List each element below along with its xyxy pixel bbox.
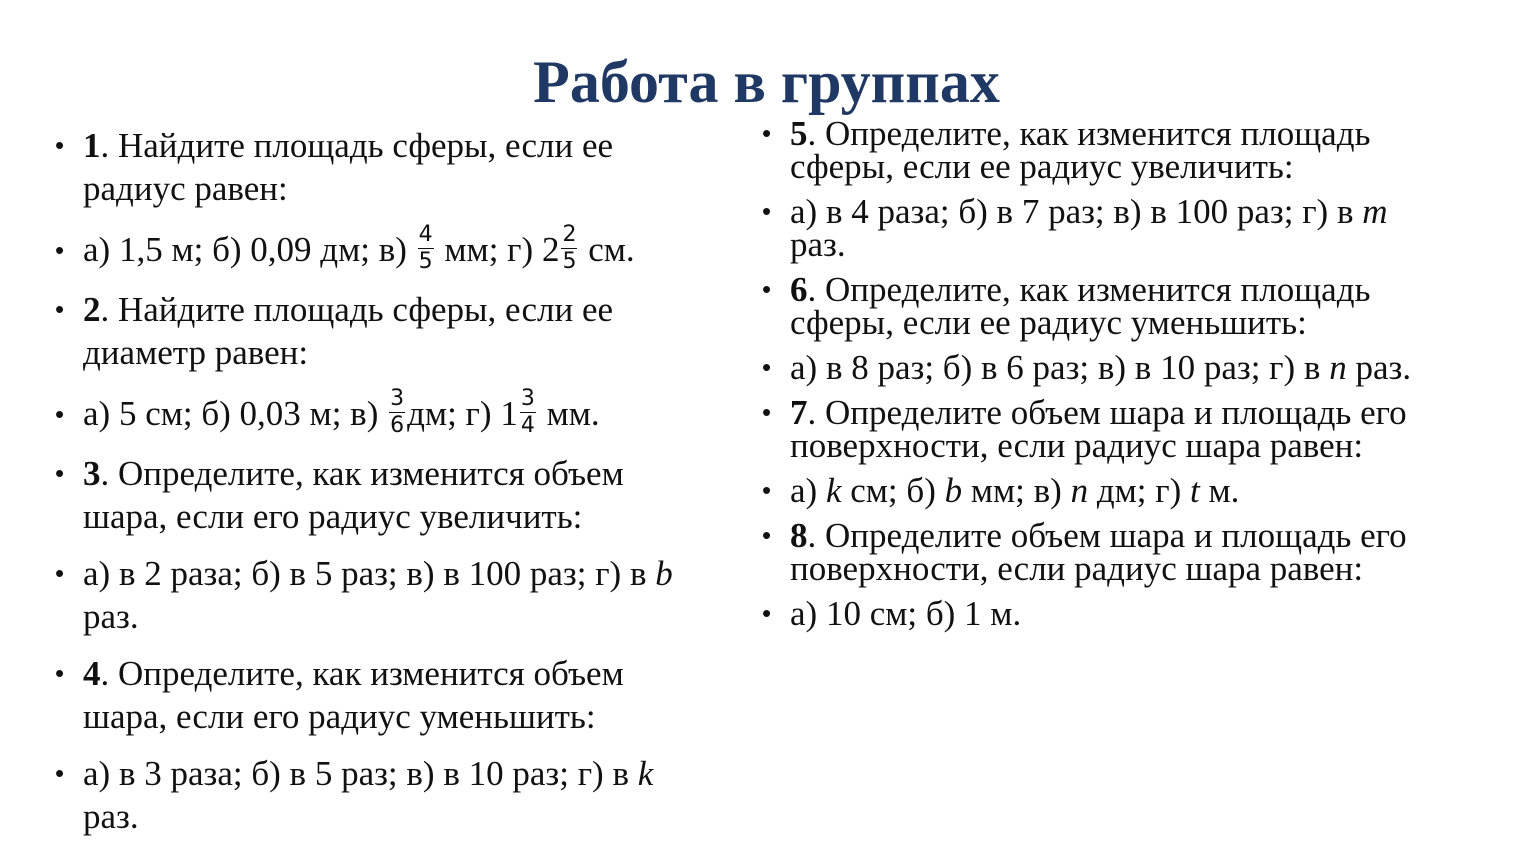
- fraction-numerator: 3: [520, 386, 535, 412]
- answer-text: а) в 4 раза; б) в 7 раз; в) в 100 раз; г) в: [790, 192, 1363, 231]
- left-column: [55, 124, 705, 852]
- answer-text: а) 5 см; б) 0,03 м; в): [83, 394, 388, 433]
- fraction-numerator: 4: [418, 222, 433, 248]
- answer-text: см.: [579, 230, 635, 269]
- problem-3: [55, 452, 705, 538]
- problem-5: [762, 114, 1412, 186]
- problem-number: 6: [790, 270, 808, 309]
- problem-4: [55, 652, 705, 738]
- bullet: •: [55, 558, 65, 588]
- variable: n: [1329, 348, 1347, 387]
- answer-text: а) в 2 раза; б) в 5 раз; в) в 100 раз; г) в: [83, 554, 656, 593]
- variable: b: [944, 471, 963, 510]
- bullet: •: [762, 118, 772, 148]
- bullet: •: [55, 758, 65, 788]
- bullet: •: [762, 598, 772, 628]
- problem-number: 7: [790, 393, 808, 432]
- bullet: •: [55, 294, 65, 324]
- problem-number: 4: [83, 654, 101, 693]
- problem-4-answers: [55, 752, 705, 838]
- problem-2-answers: [55, 384, 705, 444]
- problem-text: . Определите, как изменится объем шара, если его радиус уменьшить:: [83, 654, 624, 736]
- answer-text: а) 10 см; б) 1 м.: [790, 594, 1022, 633]
- problem-number: 8: [790, 516, 808, 555]
- variable: b: [655, 554, 673, 593]
- variable: m: [1362, 192, 1388, 231]
- answer-text: а) в 3 раза; б) в 5 раз; в) в 10 раз; г) в: [83, 754, 638, 793]
- fraction: [418, 222, 434, 275]
- variable: k: [825, 471, 842, 510]
- answer-text: см; б): [841, 471, 945, 510]
- answer-text: мм.: [537, 394, 600, 433]
- answer-text: дм; г): [1088, 471, 1191, 510]
- answer-text: мм; г): [435, 230, 542, 269]
- fraction: [561, 222, 577, 275]
- problem-7-answers: [762, 471, 1412, 510]
- fraction: [389, 386, 405, 439]
- bullet: •: [762, 274, 772, 304]
- fraction-denominator: 6: [390, 413, 405, 439]
- problem-7: [762, 393, 1412, 465]
- answer-text: раз.: [83, 597, 139, 636]
- fraction-denominator: 5: [562, 249, 577, 275]
- variable: t: [1190, 471, 1200, 510]
- problem-text: . Найдите площадь сферы, если ее диаметр равен:: [83, 290, 614, 372]
- bullet: •: [55, 399, 65, 429]
- problem-text: . Определите объем шара и площадь его поверхности, если радиус шара равен:: [790, 393, 1407, 465]
- problem-text: . Определите, как изменится объем шара, если его радиус увеличить:: [83, 454, 624, 536]
- problem-2: [55, 288, 705, 374]
- fraction-denominator: 4: [520, 413, 535, 439]
- answer-text: раз.: [790, 225, 846, 264]
- variable: k: [637, 754, 654, 793]
- problem-6: [762, 270, 1412, 342]
- mixed-whole: 1: [500, 394, 518, 433]
- problem-number: 2: [83, 290, 101, 329]
- variable: n: [1070, 471, 1089, 510]
- problem-text: . Определите, как изменится площадь сферы, если ее радиус увеличить:: [790, 114, 1371, 186]
- answer-text: а): [790, 471, 826, 510]
- answer-text: а) в 8 раз; б) в 6 раз; в) в 10 раз; г) в: [790, 348, 1330, 387]
- fraction-denominator: 5: [418, 249, 433, 275]
- fraction-numerator: 3: [390, 386, 405, 412]
- bullet: •: [762, 397, 772, 427]
- answer-text: а) 1,5 м; б) 0,09 дм; в): [83, 230, 416, 269]
- problem-number: 5: [790, 114, 808, 153]
- problem-number: 1: [83, 126, 101, 165]
- problem-5-answers: [762, 192, 1412, 264]
- answer-text: раз.: [83, 797, 139, 836]
- problem-1-answers: [55, 220, 705, 280]
- answer-text: м.: [1199, 471, 1240, 510]
- problem-6-answers: [762, 348, 1412, 387]
- bullet: •: [762, 475, 772, 505]
- bullet: •: [55, 130, 65, 160]
- bullet: •: [55, 235, 65, 265]
- page-title: Работа в группах: [533, 49, 1000, 115]
- problem-1: [55, 124, 705, 210]
- fraction: [520, 386, 536, 439]
- problem-3-answers: [55, 552, 705, 638]
- answer-text: мм; в): [962, 471, 1071, 510]
- mixed-whole: 2: [541, 230, 560, 269]
- bullet: •: [762, 520, 772, 550]
- bullet: •: [762, 196, 772, 226]
- problem-text: . Определите, как изменится площадь сферы, если ее радиус уменьшить:: [790, 270, 1371, 342]
- answer-text: раз.: [1346, 348, 1412, 387]
- problem-number: 3: [83, 454, 101, 493]
- fraction-numerator: 2: [562, 222, 577, 248]
- problem-text: . Найдите площадь сферы, если ее радиус равен:: [83, 126, 614, 208]
- problem-text: . Определите объем шара и площадь его поверхности, если радиус шара равен:: [790, 516, 1407, 588]
- right-column: [762, 114, 1412, 642]
- problem-8-answers: [762, 594, 1412, 633]
- bullet: •: [55, 458, 65, 488]
- bullet: •: [762, 352, 772, 382]
- bullet: •: [55, 658, 65, 688]
- problem-8: [762, 516, 1412, 588]
- answer-text: дм; г): [407, 394, 501, 433]
